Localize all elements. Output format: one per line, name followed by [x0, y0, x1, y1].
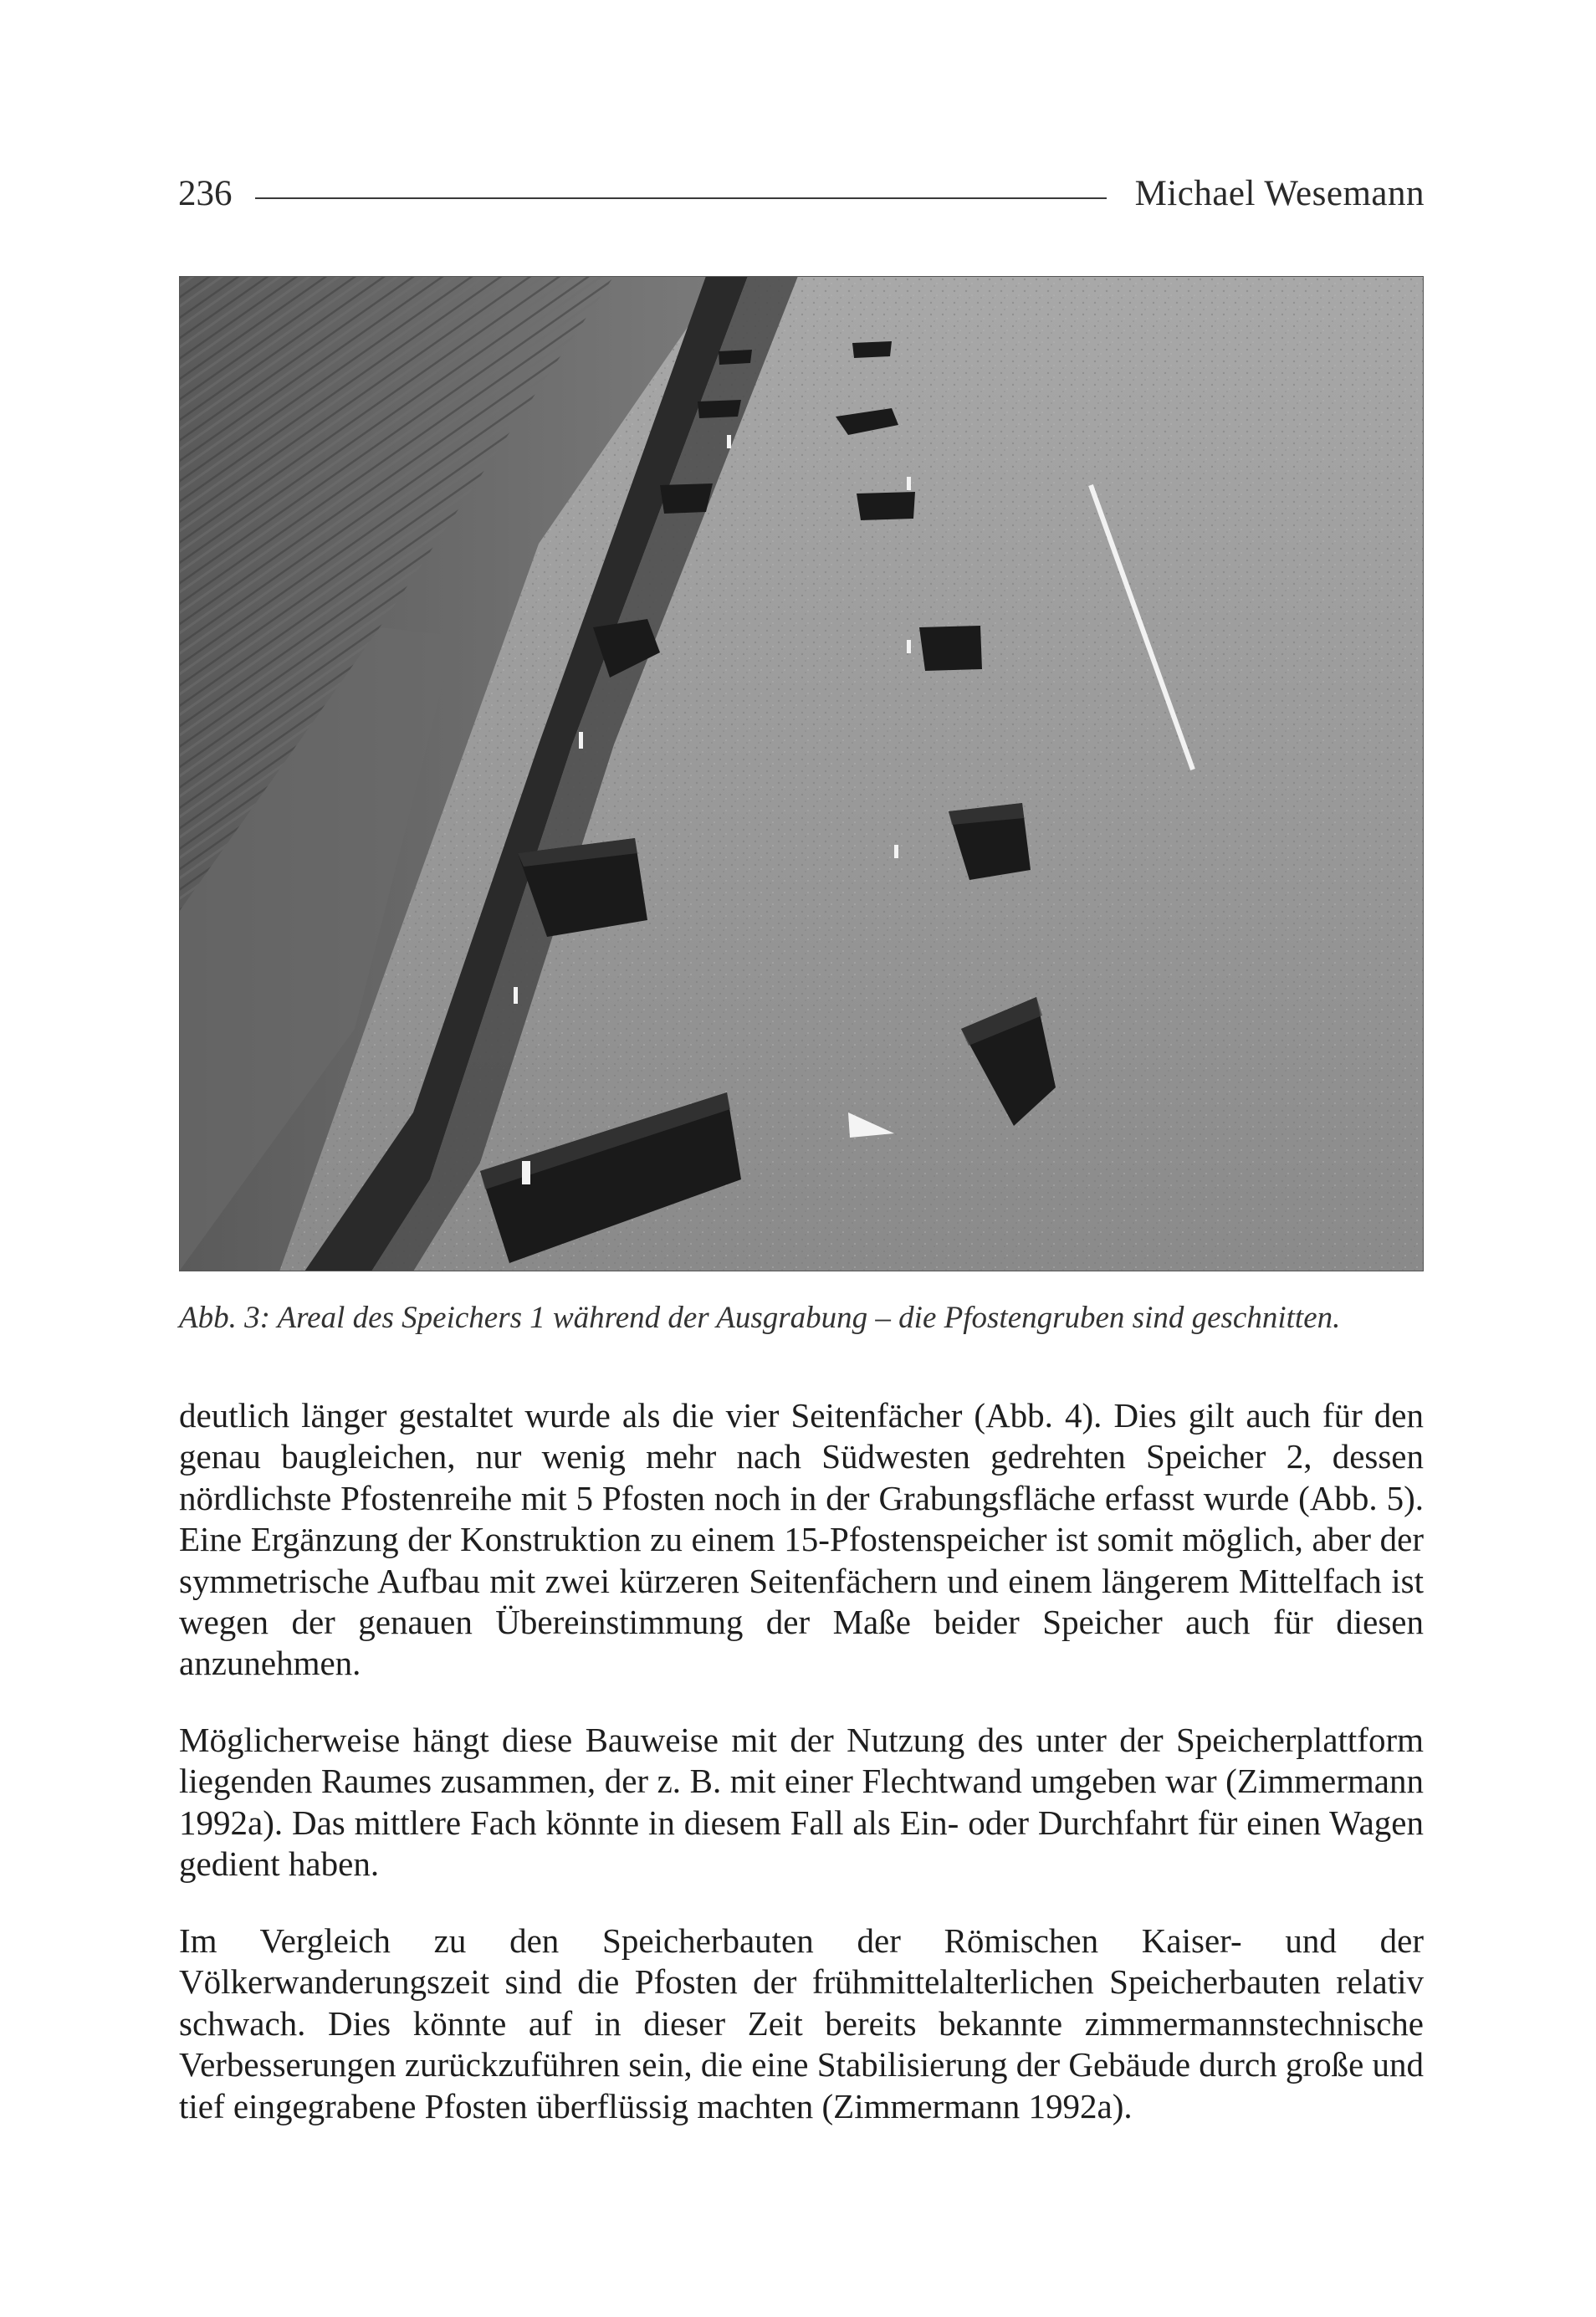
running-head-author: Michael Wesemann	[1134, 174, 1425, 213]
body-paragraph: deutlich länger gestaltet wurde als die vier Seitenfächer (Abb. 4). Dies gilt auch für den genau baugleichen, nur wenig mehr nach Südwesten gedrehten Speicher 2, dessen nördlichste Pfostenreihe mit 5 Pfosten noch in der Grabungsfläche erfasst wurde (Abb. 5). Eine Ergänzung der Konstruktion zu einem 15-Pfostenspeicher ist somit möglich, aber der symmetrische Aufbau mit zwei kürzeren Seitenfächern und einem längerem Mittelfach ist wegen der genauen Übereinstimmung der Maße beider Speicher auch für diesen anzunehmen.	[179, 1396, 1424, 1683]
body-paragraph: Im Vergleich zu den Speicherbauten der Römischen Kaiser- und der Völkerwanderungszeit sind die Pfosten der frühmittelalterlichen Speicherbauten relativ schwach. Dies könnte auf in dieser Zeit bereits bekannte zimmermannstechnische Verbesserungen zurückzuführen sein, die eine Stabilisierung der Gebäude durch große und tief eingegrabene Pfosten überflüssig machten (Zimmermann 1992a).	[179, 1921, 1425, 2125]
header-rule	[255, 197, 1107, 199]
excavation-photo	[179, 276, 1424, 1271]
page-number: 236	[178, 174, 233, 213]
body-paragraph: Möglicherweise hängt diese Bauweise mit der Nutzung des unter der Speicherplattform liegenden Raumes zusammen, der z. B. mit einer Flechtwand umgeben war (Zimmermann 1992a). Das mittlere Fach könnte in diesem Fall als Ein- oder Durchfahrt für einen Wagen gedient haben.	[179, 1721, 1424, 1884]
figure-caption: Abb. 3: Areal des Speichers 1 während der Ausgrabung – die Pfostengruben sind geschnitten.	[179, 1301, 1341, 1335]
running-head	[178, 169, 1425, 219]
